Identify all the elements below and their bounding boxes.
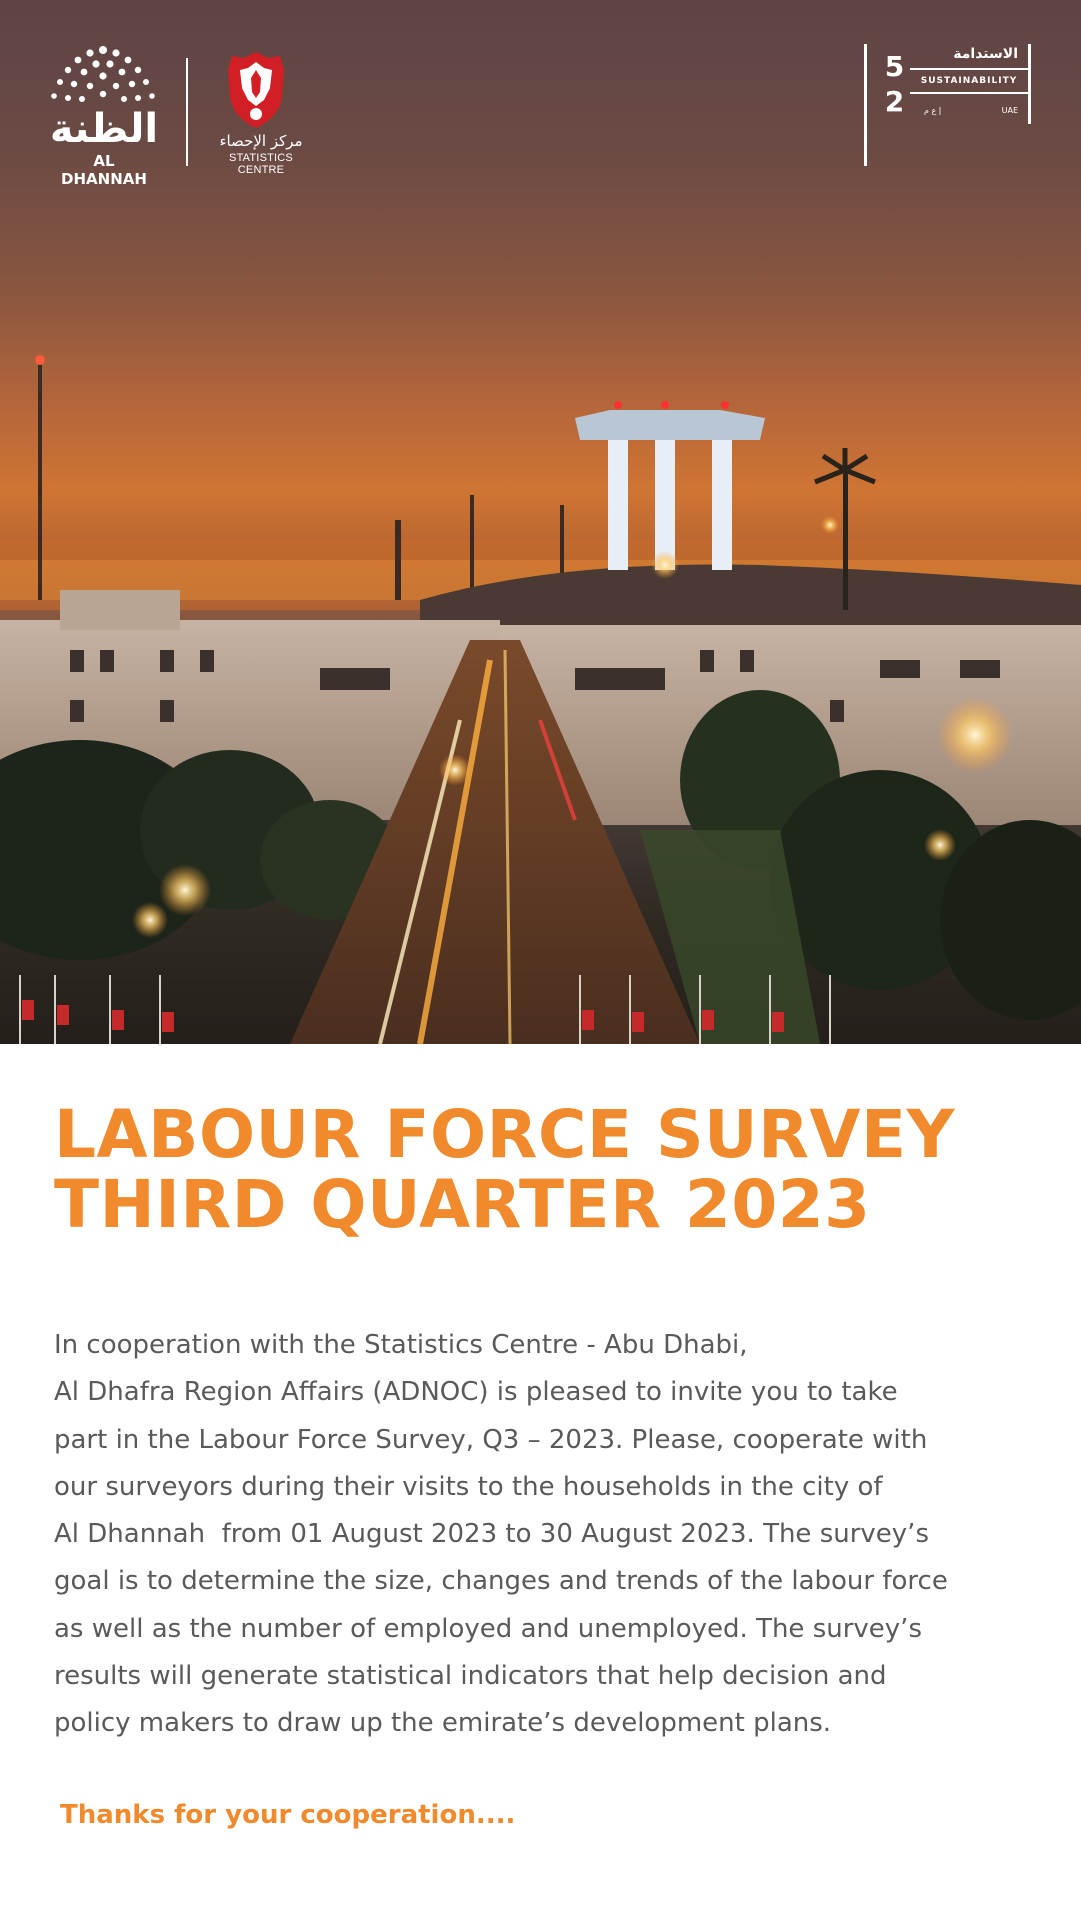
thanks-message: Thanks for your cooperation.... [60,1800,516,1830]
sustainability-box [910,44,1031,124]
paragraph-line: Al Dhannah from 01 August 2023 to 30 August 2023. The survey’s [54,1519,929,1550]
paragraph-line: policy makers to draw up the emirate’s development plans. [54,1708,832,1739]
page-title [54,1096,1034,1243]
dots-icon [48,44,158,110]
paragraph-line: part in the Labour Force Survey, Q3 – 2023. Please, cooperate with [54,1424,928,1455]
invitation-paragraph [54,1322,1014,1748]
statistics-english-name: STATISTICS CENTRE [229,152,293,176]
sustainability-arabic: الاستدامة [953,46,1018,62]
paragraph-line: our surveyors during their visits to the households in the city of [54,1471,883,1502]
year-number-text: 52 [878,50,911,120]
country-code: UAE [1001,106,1018,115]
paragraph-line: In cooperation with the Statistics Centre - Abu Dhabi, [54,1330,748,1360]
title-line-2: THIRD QUARTER 2023 [54,1166,871,1243]
al-dhannah-logo [48,44,318,188]
dhannah-english-name: AL DHANNAH [61,152,147,188]
logo-divider [186,58,188,166]
dhannah-arabic-name: الظنة [49,106,159,152]
sustainability-english: SUSTAINABILITY [910,68,1028,94]
sustainability-logo [864,44,1034,168]
falcon-emblem-icon [224,48,288,132]
logo-vertical-line [864,44,867,166]
year-number [878,50,911,120]
title-line-1: LABOUR FORCE SURVEY [54,1096,955,1173]
paragraph-line: as well as the number of employed and unemployed. The survey’s [54,1613,922,1644]
paragraph-line: Al Dhafra Region Affairs (ADNOC) is pleased to invite you to take [54,1377,898,1408]
country-arabic: إ ع م [924,106,942,115]
paragraph-line: goal is to determine the size, changes and trends of the labour force [54,1566,948,1597]
statistics-arabic-name: مركز الإحصاء [219,132,303,150]
paragraph-line: results will generate statistical indicators that help decision and [54,1661,887,1692]
